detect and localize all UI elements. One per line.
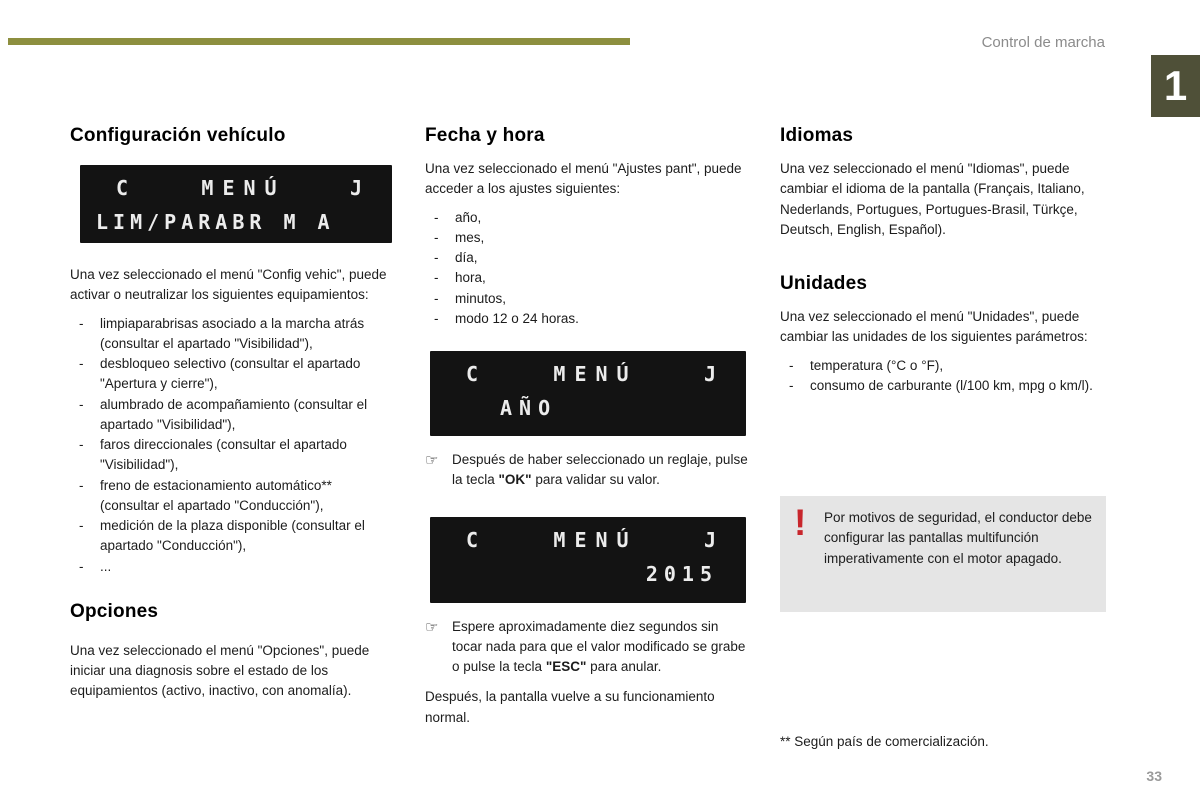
multifunction-display-2015 <box>430 517 746 603</box>
heading-unidades: Unidades <box>780 273 868 294</box>
warning-exclamation-icon: ! <box>794 502 807 543</box>
display-menu-row <box>430 351 746 386</box>
display-menu-row <box>80 165 392 200</box>
heading-idiomas: Idiomas <box>780 125 854 146</box>
note-ok-text <box>452 450 750 491</box>
config-list-item: - ... <box>70 557 392 577</box>
header-section-title: Control de marcha <box>981 34 1105 51</box>
unidades-list <box>780 356 1110 397</box>
multifunction-display-config <box>80 165 392 243</box>
config-list-item: - faros direccionales (consultar el apartado "Visibilidad"), <box>70 435 392 476</box>
display-right-bracket: J <box>349 176 362 200</box>
config-list-item: - alumbrado de acompañamiento (consultar el apartado "Visibilidad"), <box>70 395 392 436</box>
display-value: AÑO <box>500 396 558 420</box>
note-ok <box>425 450 750 491</box>
unidades-list-item: - temperatura (°C o °F), <box>780 356 1110 376</box>
display-left-bracket: C <box>466 527 479 552</box>
fecha-settings-list <box>425 208 750 330</box>
pointer-hand-icon: ☞ <box>425 618 439 636</box>
pointer-hand-icon: ☞ <box>425 452 439 469</box>
display-menu-row <box>430 517 746 552</box>
chapter-tab <box>1151 55 1200 117</box>
safety-warning-box <box>780 496 1106 612</box>
fecha-list-item: - minutos, <box>425 289 750 309</box>
display-menu-title: MENÚ <box>201 176 286 200</box>
multifunction-display-ano <box>430 351 746 436</box>
unidades-list-item: - consumo de carburante (l/100 km, mpg o km/l). <box>780 376 1110 396</box>
fecha-list-item: - mes, <box>425 228 750 248</box>
column-config-vehiculo <box>70 125 392 710</box>
config-list-item: - medición de la plaza disponible (consultar el apartado "Conducción"), <box>70 516 392 557</box>
note-text-bold: "OK" <box>498 472 532 488</box>
footnote-comercializacion: ** Según país de comercialización. <box>780 734 989 749</box>
display-left-bracket: C <box>116 176 129 200</box>
chapter-number: 1 <box>1163 62 1188 109</box>
note-text-bold: "ESC" <box>545 659 587 674</box>
display-right-bracket: J <box>703 527 716 552</box>
note-text-segment: Después de haber seleccionado un reglaje, pulse la tecla <box>452 452 748 488</box>
unidades-intro-paragraph: Una vez seleccionado el menú "Unidades", puede cambiar las unidades de los siguientes parámetros: <box>780 309 1088 345</box>
note-text-segment: para anular. <box>586 659 662 674</box>
note-text-segment: Espere aproximadamente diez segundos sin tocar nada para que el valor modificado se grabe o pulse la tecla <box>452 618 746 674</box>
config-list-item: - freno de estacionamiento automático** (consultar el apartado "Conducción"), <box>70 476 392 517</box>
config-intro-paragraph: Una vez seleccionado el menú "Config vehic", puede activar o neutralizar los siguientes equipamientos: <box>70 267 387 303</box>
fecha-intro-paragraph: Una vez seleccionado el menú "Ajustes pant", puede acceder a los ajustes siguientes: <box>425 161 742 197</box>
display-value: 2015 <box>645 561 718 586</box>
fecha-list-item: - hora, <box>425 268 750 288</box>
display-value: LIM/PARABR M A <box>96 210 335 234</box>
page-number: 33 <box>1146 768 1162 784</box>
config-list-item: - limpiaparabrisas asociado a la marcha atrás (consultar el apartado "Visibilidad"), <box>70 314 392 355</box>
fecha-outro-paragraph: Después, la pantalla vuelve a su funcionamiento normal. <box>425 689 715 725</box>
column-idiomas-unidades <box>780 125 1110 612</box>
opciones-paragraph: Una vez seleccionado el menú "Opciones", puede iniciar una diagnosis sobre el estado de los equipamientos (activo, inactivo, con anomalía). <box>70 642 370 699</box>
display-menu-title: MENÚ <box>553 527 638 552</box>
heading-opciones: Opciones <box>70 600 159 622</box>
note-text-segment: para validar su valor. <box>531 472 660 488</box>
idiomas-paragraph: Una vez seleccionado el menú "Idiomas", puede cambiar el idioma de la pantalla (Français, Italiano, Nederlands, Portugues, Portugues-Brasil, Türkçe, Deutsch, English, Español). <box>780 161 1085 237</box>
accent-bar <box>8 38 630 45</box>
display-right-bracket: J <box>703 362 716 386</box>
heading-fecha-y-hora: Fecha y hora <box>425 125 545 146</box>
fecha-list-item: - año, <box>425 208 750 228</box>
column-fecha-y-hora <box>425 125 750 736</box>
note-esc-text <box>452 617 750 678</box>
note-esc <box>425 617 750 678</box>
display-menu-title: MENÚ <box>553 362 638 386</box>
config-equipment-list <box>70 314 392 577</box>
warning-text: Por motivos de seguridad, el conductor debe configurar las pantallas multifunción imperativamente con el motor apagado. <box>824 510 1092 566</box>
config-list-item: - desbloqueo selectivo (consultar el apartado "Apertura y cierre"), <box>70 354 392 395</box>
fecha-list-item: - modo 12 o 24 horas. <box>425 309 750 329</box>
display-left-bracket: C <box>466 362 479 386</box>
heading-configuracion-vehiculo: Configuración vehículo <box>70 125 286 146</box>
fecha-list-item: - día, <box>425 248 750 268</box>
